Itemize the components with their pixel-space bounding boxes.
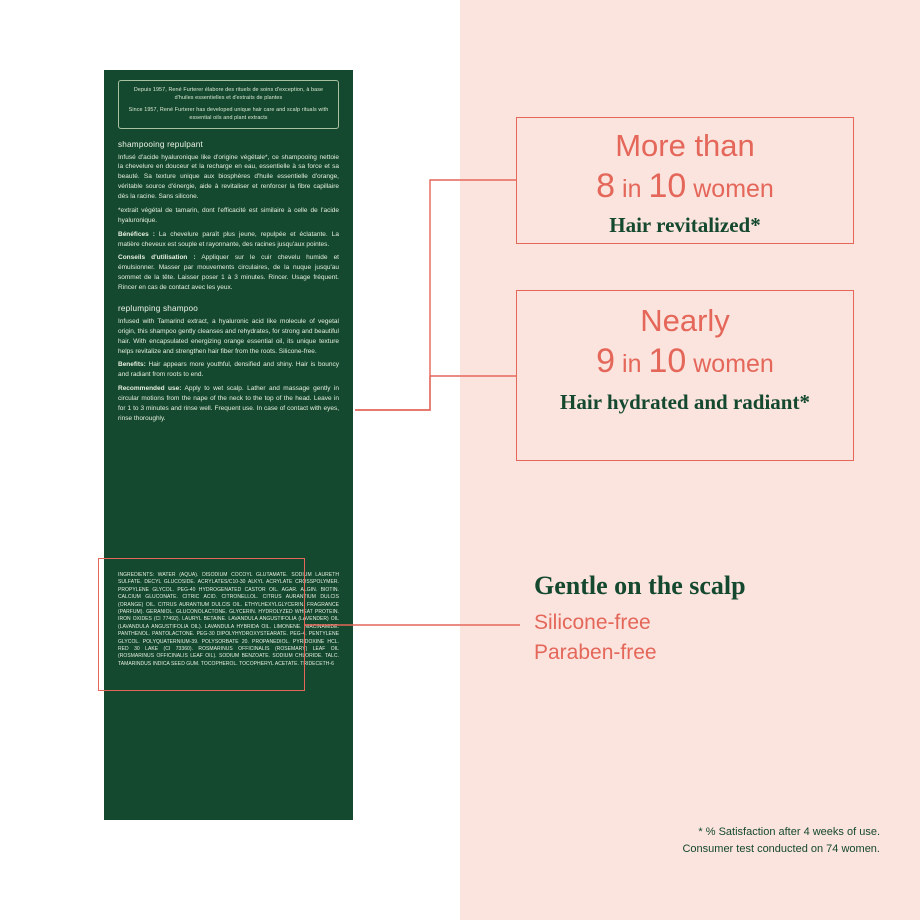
footnote-line-1: * % Satisfaction after 4 weeks of use. [698, 826, 880, 838]
product-intro-en: Infused with Tamarind extract, a hyaluronic acid like molecule of vegetal origin, this shampoo gently cleanses and rehydrates, for strong and beautiful hair. With encapsulated energizing orange essential oil, its unique texture helps revitalize and strengthen hair fiber from the roots. Silicone-free. [118, 317, 339, 355]
use-label-fr: Conseils d'utilisation : [118, 254, 196, 262]
callout-1-number2: 10 [648, 167, 687, 205]
benefits-label-en: Benefits: [118, 361, 146, 369]
brand-heritage-en: Since 1957, René Furterer has developed unique hair care and scalp rituals with essential oils and plant extracts [128, 106, 329, 122]
stat-callout-hydrated [516, 290, 854, 461]
gentle-title: Gentle on the scalp [534, 571, 746, 600]
callout-2-mid: in [622, 350, 642, 378]
product-footnote-fr: *extrait végétal de tamarin, dont l'efficacité est similaire à celle de l'acide hyaluronique. [118, 206, 339, 224]
stat-callout-revitalized [516, 117, 854, 244]
footnote-block [500, 824, 880, 857]
callout-2-number2: 10 [648, 342, 687, 380]
use-text-fr: Appliquer sur le cuir chevelu humide et émulsionner. Masser par mouvements circulaires, de la nuque jusqu'au sommet de la tête. Laisser poser 1 à 3 minutes. Rincer. Usage fréquent. Rincer en cas de contact avec les yeux. [118, 254, 339, 291]
callout-1-mid: in [622, 175, 642, 203]
footnote-line-2: Consumer test conducted on 74 women. [682, 842, 880, 855]
use-label-en: Recommended use: [118, 385, 182, 393]
gentle-on-scalp-block [534, 570, 874, 668]
callout-1-unit: women [693, 175, 774, 203]
callout-1-prefix: More than [615, 128, 755, 163]
callout-2-prefix: Nearly [640, 303, 730, 338]
gentle-claim-silicone-free: Silicone-free [534, 611, 651, 635]
callout-1-number: 8 [596, 167, 616, 205]
gentle-claim-paraben-free: Paraben-free [534, 641, 657, 664]
product-title-en: replumping shampoo [118, 303, 199, 313]
leader-line-callout-2 [355, 376, 516, 410]
product-title-fr: shampooing repulpant [118, 139, 204, 149]
benefits-text-fr: La chevelure paraît plus jeune, repulpée et éclatante. La matière cheveux est souple et rayonnante, des racines jusqu'aux pointes. [118, 230, 339, 248]
benefits-text-en: Hair appears more youthful, densified and shiny. Hair is bouncy and radiant from roots to end. [118, 361, 339, 379]
callout-1-ratio [517, 167, 853, 206]
product-intro-fr: Infusé d'acide hyaluronique like d'origine végétale*, ce shampooing nettoie la chevelure en douceur et la recharge en eau, essentielle à sa force et sa beauté. Sa texture unique aux biosphères d'huile essentielle d'orange, véritable source d'énergie, aide à revitaliser et renforcer la fibre capillaire dès la racine. Sans silicone. [118, 153, 339, 200]
use-text-en: Apply to wet scalp. Lather and massage gently in circular motions from the nape of the neck to the top of the head. Leave in for 1 to 3 minutes and rinse well. Frequent use. In case of contact with eyes, rinse thoroughly. [118, 385, 339, 422]
callout-2-ratio [517, 342, 853, 381]
callout-2-subtitle: Hair hydrated and radiant* [560, 390, 810, 415]
callout-2-unit: women [693, 350, 774, 378]
callout-2-number: 9 [596, 342, 616, 380]
benefits-label-fr: Bénéfices : [118, 230, 155, 238]
ingredients-text: INGREDIENTS: WATER (AQUA). DISODIUM COCOYL GLUTAMATE. SODIUM LAURETH SULFATE. DECYL GLUCOSIDE. ACRYLATES/C10-30 ALKYL ACRYLATE CROSSPOLYMER. PROPYLENE GLYCOL. PEG-40 HYDROGENATED CASTOR OIL. AGAR. ALGIN. BIOTIN. CALCIUM GLUCONATE. CITRIC ACID. CITRONELLOL. CITRUS AURANTIUM DULCIS (ORANGE) OIL. CITRUS AURANTIUM DULCIS OIL. ETHYLHEXYLGLYCERIN. FRAGRANCE (PARFUM). GERANIOL. GLUCONOLACTONE. GLYCERIN. HYDROLYZED WHEAT PROTEIN. IRON OXIDES (CI 77492). LAURYL BETAINE. LAVANDULA ANGUSTIFOLIA (LAVENDER) OIL (LAVANDULA ANGUSTIFOLIA OIL). LAVANDULA HYBRIDA OIL. LIMONENE. NIACINAMIDE. PANTHENOL. PANTOLACTONE. PEG-30 DIPOLYHYDROXYSTEARATE. PEG-4. PENTYLENE GLYCOL. POLYQUATERNIUM-39. POLYSORBATE 20. PROPANEDIOL. PYRIDOXINE HCL. RED 30 LAKE (CI 73360). ROSMARINUS OFFICINALIS (ROSEMARY) LEAF OIL (ROSMARINUS OFFICINALIS LEAF OIL). SODIUM BENZOATE. SODIUM CHLORIDE. TALC. TAMARINDUS INDICA SEED GUM. TOCOPHEROL. TOCOPHERYL ACETATE. TRIDECETH-6 [118, 572, 339, 667]
callout-1-subtitle: Hair revitalized* [609, 213, 761, 238]
brand-heritage-fr: Depuis 1957, René Furterer élabore des rituels de soins d'exception, à base d'huiles essentielles et d'extraits de plantes [133, 87, 324, 102]
